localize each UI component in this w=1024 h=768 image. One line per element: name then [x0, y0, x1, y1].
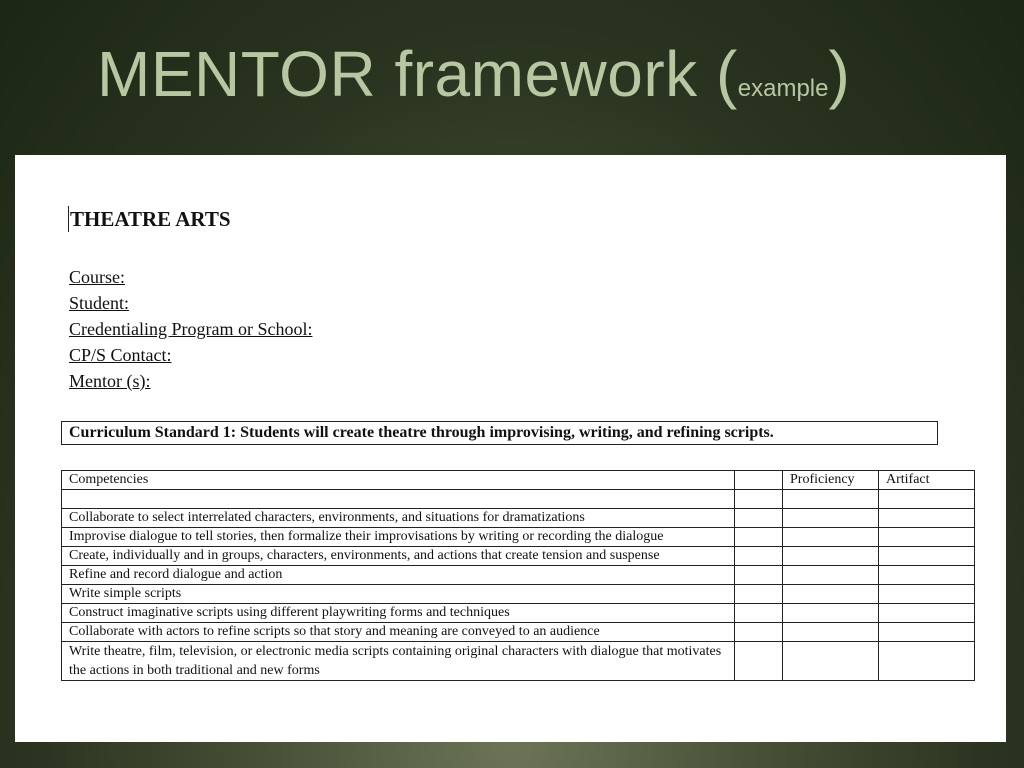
table-row	[62, 566, 975, 585]
artifact-cell	[879, 642, 975, 681]
competency-cell: Collaborate to select interrelated characters, environments, and situations for dramatizations	[62, 509, 735, 528]
table-row	[62, 490, 975, 509]
contact-field: CP/S Contact:	[69, 345, 172, 365]
artifact-cell	[879, 490, 975, 509]
table-row	[62, 585, 975, 604]
proficiency-cell	[783, 604, 879, 623]
proficiency-cell	[783, 490, 879, 509]
title-note: example	[737, 75, 829, 102]
competencies-table	[61, 470, 975, 681]
blank-cell	[735, 566, 783, 585]
artifact-cell	[879, 528, 975, 547]
competency-cell: Improvise dialogue to tell stories, then formalize their improvisations by writing or recording the dialogue	[62, 528, 735, 547]
competency-cell: Construct imaginative scripts using different playwriting forms and techniques	[62, 604, 735, 623]
mentor-field: Mentor (s):	[69, 371, 151, 391]
proficiency-cell	[783, 547, 879, 566]
blank-cell	[735, 642, 783, 681]
table-row	[62, 528, 975, 547]
artifact-cell	[879, 623, 975, 642]
blank-cell	[735, 604, 783, 623]
title-open-paren: (	[697, 38, 738, 110]
blank-cell	[735, 585, 783, 604]
blank-cell	[735, 547, 783, 566]
header-artifact: Artifact	[879, 471, 975, 490]
table-row	[62, 547, 975, 566]
artifact-cell	[879, 585, 975, 604]
title-close-paren: )	[828, 38, 851, 110]
header-proficiency: Proficiency	[783, 471, 879, 490]
artifact-cell	[879, 604, 975, 623]
title-main: MENTOR framework	[97, 38, 698, 110]
blank-cell	[735, 509, 783, 528]
competency-cell: Refine and record dialogue and action	[62, 566, 735, 585]
document-image	[15, 155, 1006, 742]
student-field: Student:	[69, 293, 130, 313]
table-row	[62, 509, 975, 528]
competency-cell	[62, 490, 735, 509]
document-heading: THEATRE ARTS	[70, 207, 231, 231]
artifact-cell	[879, 509, 975, 528]
proficiency-cell	[783, 566, 879, 585]
proficiency-cell	[783, 623, 879, 642]
proficiency-cell	[783, 585, 879, 604]
header-blank	[735, 471, 783, 490]
competency-cell: Create, individually and in groups, characters, environments, and actions that create tension and suspense	[62, 547, 735, 566]
proficiency-cell	[783, 528, 879, 547]
proficiency-cell	[783, 642, 879, 681]
competency-cell: Write simple scripts	[62, 585, 735, 604]
program-field: Credentialing Program or School:	[69, 319, 313, 339]
competency-cell: Collaborate with actors to refine scripts so that story and meaning are conveyed to an audience	[62, 623, 735, 642]
slide-title	[97, 36, 850, 127]
blank-cell	[735, 528, 783, 547]
blank-cell	[735, 623, 783, 642]
proficiency-cell	[783, 509, 879, 528]
blank-cell	[735, 490, 783, 509]
header-competencies: Competencies	[62, 471, 735, 490]
table-header-row	[62, 471, 975, 490]
table-row	[62, 623, 975, 642]
artifact-cell	[879, 547, 975, 566]
course-field: Course:	[69, 267, 125, 287]
table-row	[62, 604, 975, 623]
competency-cell: Write theatre, film, television, or electronic media scripts containing original characters with dialogue that motivates the actions in both traditional and new forms	[62, 642, 735, 681]
artifact-cell	[879, 566, 975, 585]
table-row	[62, 642, 975, 681]
curriculum-standard: Curriculum Standard 1: Students will create theatre through improvising, writing, and refining scripts.	[61, 421, 938, 445]
